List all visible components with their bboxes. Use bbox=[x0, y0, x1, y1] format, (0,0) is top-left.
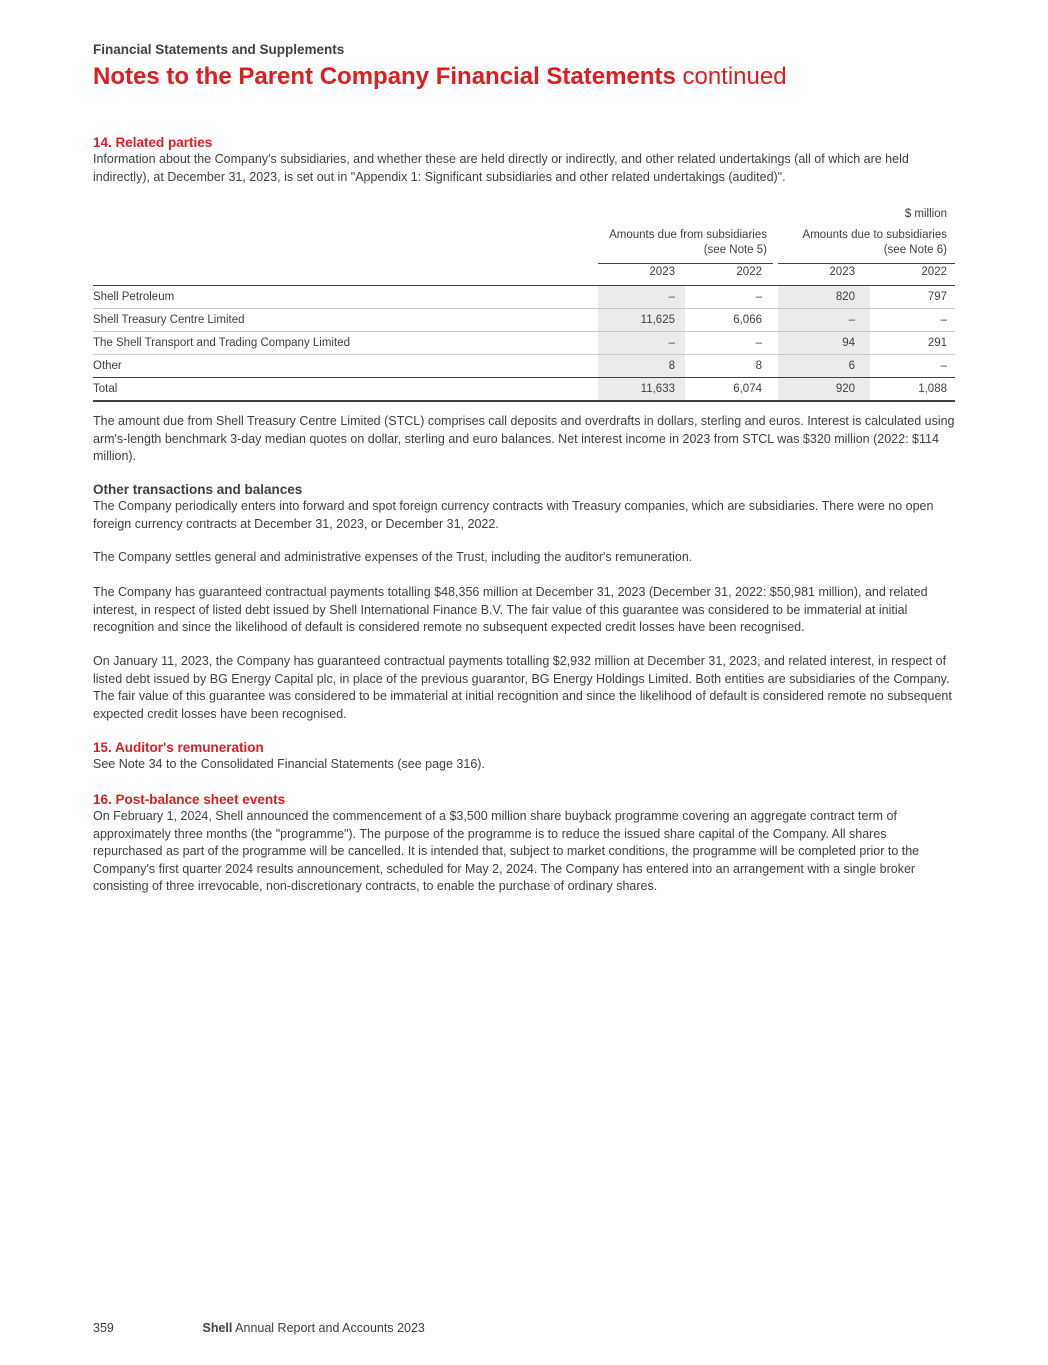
table-cell: 6,074 bbox=[733, 383, 762, 395]
row-label: The Shell Transport and Trading Company Limited bbox=[93, 337, 350, 349]
table-cell: 797 bbox=[927, 291, 947, 303]
table-cell: – bbox=[848, 314, 855, 326]
table-cell: – bbox=[940, 314, 947, 326]
table-cell: – bbox=[755, 291, 762, 303]
related-parties-table bbox=[93, 204, 955, 402]
table-cell: 920 bbox=[835, 383, 855, 395]
table-cell: 820 bbox=[835, 291, 855, 303]
table-cell: 6,066 bbox=[733, 314, 762, 326]
note-14-intro: Information about the Company's subsidiaries, and whether these are held directly or indirectly, and other related undertakings (all of which are held indirectly), at December 31, 2023, is set out in "Appendix 1: Significant subsidiaries and other related undertakings (audited)". bbox=[93, 152, 909, 184]
group-header-due-to-line1: Amounts due to subsidiaries bbox=[802, 229, 947, 241]
other-transactions-p2: The Company settles general and administrative expenses of the Trust, including the auditor's remuneration. bbox=[93, 550, 693, 564]
group-header-due-from-line1: Amounts due from subsidiaries bbox=[609, 229, 767, 241]
group-header-due-from-line2: (see Note 5) bbox=[703, 244, 767, 256]
note-16-text: On February 1, 2024, Shell announced the commencement of a $3,500 million share buyback programme covering an aggregate contract term of approximately three months (the "programme"). The purpose of the programme is to reduce the issued share capital of the Company. All shares repurchased as part of the programme will be cancelled. It is intended that, subject to market conditions, the programme will be completed prior to the Company's first quarter 2024 results announcement, scheduled for May 2, 2024. The Company has entered into an arrangement with a single broker consisting of three irrevocable, non-discretionary contracts, to enable the purchase of ordinary shares. bbox=[93, 809, 920, 893]
table-cell: – bbox=[940, 360, 947, 372]
other-transactions-heading: Other transactions and balances bbox=[93, 482, 303, 497]
year-header: 2022 bbox=[921, 266, 947, 278]
table-cell: – bbox=[668, 291, 675, 303]
table-cell: 291 bbox=[927, 337, 947, 349]
note-14-heading: 14. Related parties bbox=[93, 135, 213, 150]
page-title-suffix: continued bbox=[682, 63, 787, 90]
table-year-header bbox=[93, 262, 955, 285]
note-16 bbox=[93, 791, 955, 896]
row-label: Total bbox=[93, 383, 118, 395]
note-15-heading: 15. Auditor's remuneration bbox=[93, 740, 264, 755]
other-transactions-p2-block bbox=[93, 549, 955, 567]
year-header: 2023 bbox=[649, 266, 675, 278]
row-label: Shell Petroleum bbox=[93, 291, 175, 303]
other-transactions-p4: On January 11, 2023, the Company has guaranteed contractual payments totalling $2,932 million at December 31, 2023, and related interest, in respect of listed debt issued by BG Energy Capital plc, in place of the previous guarantor, BG Energy Holdings Limited. Both entities are subsidiaries of the Company. The fair value of this guarantee was considered to be immaterial at initial recognition and since the likelihood of default is considered remote no subsequent expected credit losses have been recognised. bbox=[93, 654, 952, 721]
footer-report-name: Annual Report and Accounts 2023 bbox=[235, 1321, 425, 1335]
table-row bbox=[93, 285, 955, 308]
table-row bbox=[93, 331, 955, 354]
table-unit: $ million bbox=[904, 208, 947, 220]
group-header-due-to-line2: (see Note 6) bbox=[883, 244, 947, 256]
table-cell: – bbox=[755, 337, 762, 349]
page-footer bbox=[93, 1321, 425, 1335]
year-header: 2022 bbox=[736, 266, 762, 278]
table-cell: 11,625 bbox=[640, 314, 675, 326]
footer-brand: Shell bbox=[202, 1321, 233, 1335]
table-cell: 1,088 bbox=[918, 383, 947, 395]
table-row bbox=[93, 308, 955, 331]
note-14 bbox=[93, 134, 955, 186]
table-cell: – bbox=[668, 337, 675, 349]
year-header: 2023 bbox=[829, 266, 855, 278]
table-row-total bbox=[93, 377, 955, 402]
stcl-text: The amount due from Shell Treasury Centre Limited (STCL) comprises call deposits and overdrafts in dollars, sterling and euros. Interest is calculated using arm's-length benchmark 3-day median quotes on dollar, sterling and euro balances. Net interest income in 2023 from STCL was $320 million (2022: $114 million). bbox=[93, 414, 955, 463]
page-title bbox=[93, 63, 787, 91]
row-label: Other bbox=[93, 360, 122, 372]
table-cell: 11,633 bbox=[640, 383, 675, 395]
group-header-due-to bbox=[778, 228, 955, 258]
table-row bbox=[93, 354, 955, 377]
note-15 bbox=[93, 739, 955, 774]
other-transactions-p3-block bbox=[93, 584, 955, 637]
other-transactions-p1: The Company periodically enters into forward and spot foreign currency contracts with Treasury companies, which are subsidiaries. There were no open foreign currency contracts at December 31, 2023, or December 31, 2022. bbox=[93, 499, 934, 531]
note-16-heading: 16. Post-balance sheet events bbox=[93, 792, 286, 807]
page-number: 359 bbox=[93, 1321, 114, 1335]
table-cell: 94 bbox=[842, 337, 855, 349]
table-cell: 8 bbox=[668, 360, 675, 372]
stcl-paragraph bbox=[93, 413, 955, 466]
group-header-due-from bbox=[598, 228, 775, 258]
page-title-main: Notes to the Parent Company Financial Statements bbox=[93, 63, 676, 90]
table-group-header bbox=[93, 228, 955, 262]
other-transactions bbox=[93, 481, 955, 533]
section-label: Financial Statements and Supplements bbox=[93, 42, 345, 57]
other-transactions-p3: The Company has guaranteed contractual payments totalling $48,356 million at December 31, 2023 (December 31, 2022: $50,981 million), and related interest, in respect of listed debt issued by Shell International Finance B.V. The fair value of this guarantee was considered to be immaterial at initial recognition and since the likelihood of default is considered remote no subsequent expected credit losses have been recognised. bbox=[93, 585, 928, 634]
note-15-text: See Note 34 to the Consolidated Financial Statements (see page 316). bbox=[93, 757, 485, 771]
table-cell: 6 bbox=[848, 360, 855, 372]
other-transactions-p4-block bbox=[93, 653, 955, 723]
row-label: Shell Treasury Centre Limited bbox=[93, 314, 245, 326]
table-cell: 8 bbox=[755, 360, 762, 372]
